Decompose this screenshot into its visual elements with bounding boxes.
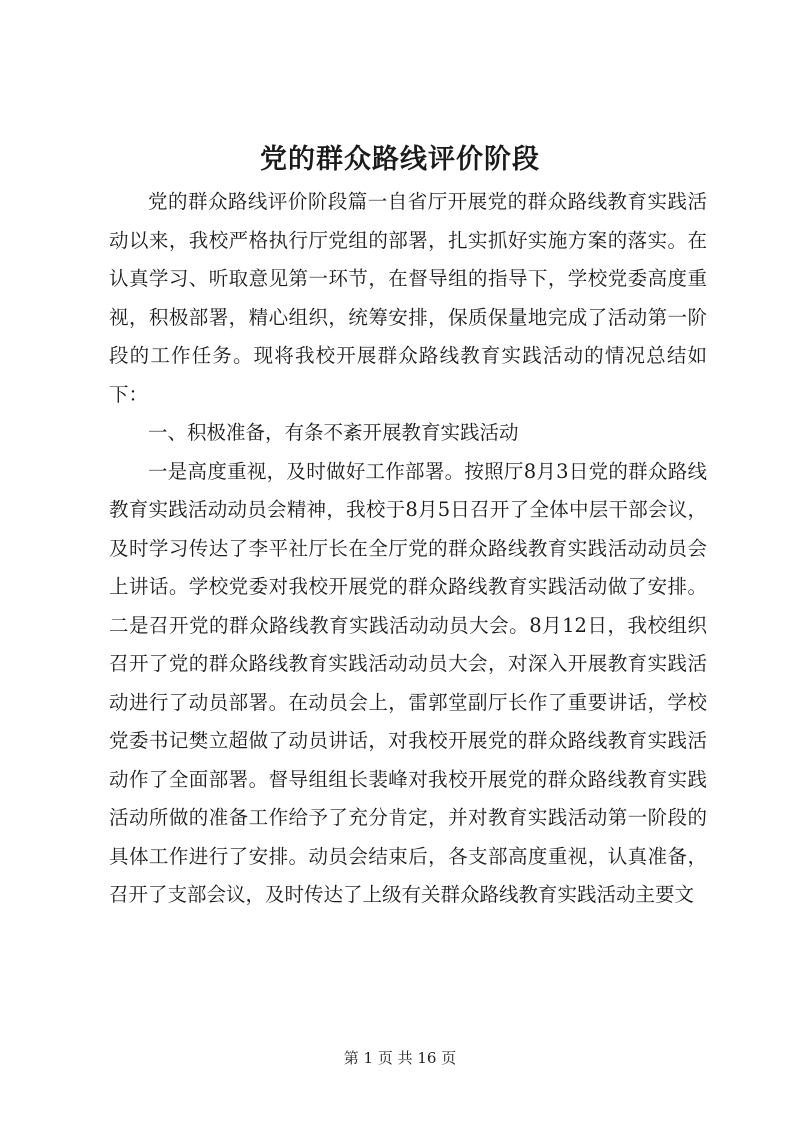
section-heading: 一、积极准备，有条不紊开展教育实践活动 — [148, 421, 519, 444]
paragraph-intro: 党的群众路线评价阶段篇一自省厅开展党的群众路线教育实践活动以来，我校严格执行厅党组的部署，扎实抓好实施方案的落实。在认真学习、听取意见第一环节，在督导组的指导下，学校党委高度重视，积极部署，精心组织，统筹安排，保质保量地完成了活动第一阶段的工作任务。现将我校开展群众路线教育实践活动的情况总结如下： — [109, 190, 707, 406]
document-title: 党的群众路线评价阶段 — [260, 144, 540, 175]
paragraph-details: 一是高度重视，及时做好工作部署。按照厅8月3日党的群众路线教育实践活动动员会精神，我校于8月5日召开了全体中层干部会议，及时学习传达了李平社厅长在全厅党的群众路线教育实践活动动员会上讲话。学校党委对我校开展党的群众路线教育实践活动做了安排。二是召开党的群众路线教育实践活动动员大会。8月12日，我校组织召开了党的群众路线教育实践活动动员大会，对深入开展教育实践活动进行了动员部署。在动员会上，雷郭堂副厅长作了重要讲话，学校党委书记樊立超做了动员讲话，对我校开展党的群众路线教育实践活动作了全面部署。督导组组长裴峰对我校开展党的群众路线教育实践活动所做的准备工作给予了充分肯定，并对教育实践活动第一阶段的具体工作进行了安排。动员会结束后，各支部高度重视，认真准备，召开了支部会议，及时传达了上级有关群众路线教育实践活动主要文 — [109, 459, 707, 906]
document-body — [109, 183, 707, 915]
page-number-footer: 第 1 页 共 16 页 — [343, 1049, 457, 1067]
